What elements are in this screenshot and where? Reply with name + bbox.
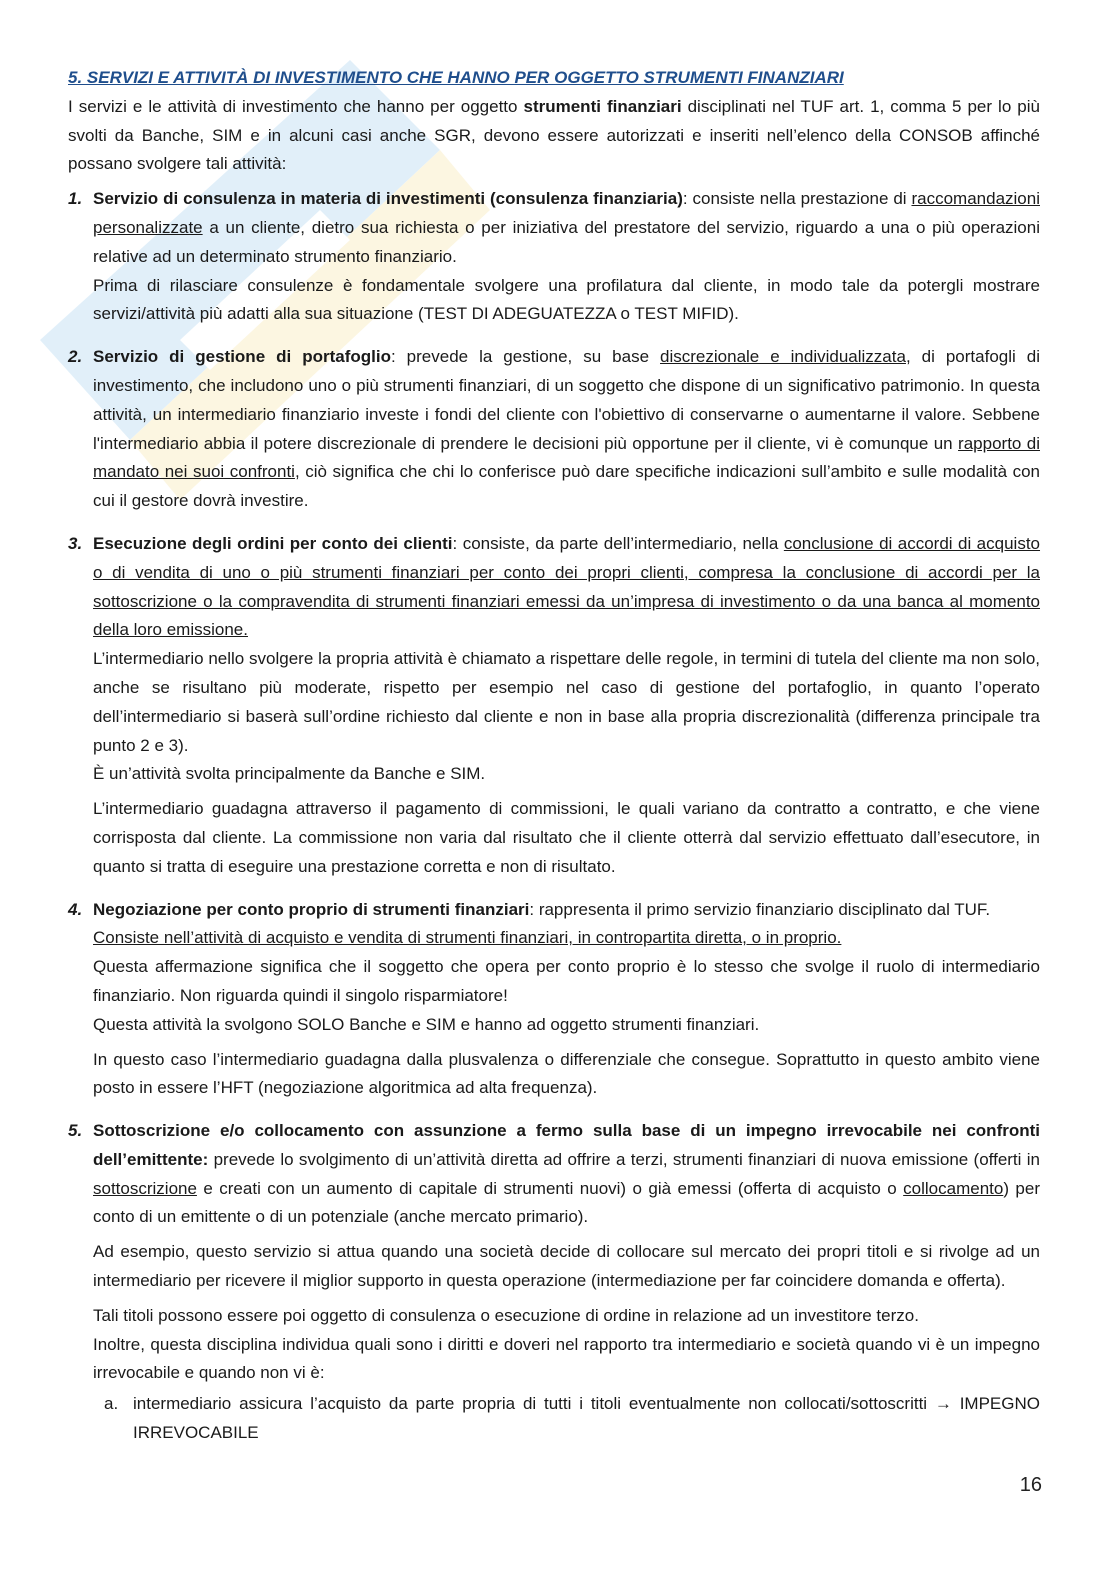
- list-item-3: 3. Esecuzione degli ordini per conto dei clienti: consiste, da parte dell’intermediario, nella conclusione di accordi di acquisto o di vendita di uno o più strumenti finanziari per conto dei propri clienti, compresa la conclusione di accordi per la sottoscrizione o la compravendita di strumenti finanziari emessi da un’impresa di investimento o da una banca al momento della loro emissione. L’intermediario nello svolgere la propria attività è chiamato a rispettare delle regole, in termini di tutela del cliente ma non solo, anche se risultano più moderate, rispetto per esempio nel caso di gestione del portafoglio, in quanto l’operato dell’intermediario si baserà sull’ordine richiesto dal cliente e non in base alla propria discrezionalità (differenza principale tra punto 2 e 3). È un’attività svolta principalmente da Banche e SIM. L’intermediario guadagna attraverso il pagamento di commissioni, le quali variano da contratto a contratto, e che viene corrisposta dal cliente. La commissione non varia dal risultato che il cliente otterrà dal servizio effettuato dall’esecutore, in quanto si tratta di eseguire una prestazione corretta e non di risultato.: [68, 530, 1040, 882]
- list-item-4: 4. Negoziazione per conto proprio di strumenti finanziari: rappresenta il primo servizio finanziario disciplinato dal TUF. Consiste nell’attività di acquisto e vendita di strumenti finanziari, in contropartita diretta, o in proprio. Questa affermazione significa che il soggetto che opera per conto proprio è lo stesso che svolge il ruolo di intermediario finanziario. Non riguarda quindi il singolo risparmiatore! Questa attività la svolgono SOLO Banche e SIM e hanno ad oggetto strumenti finanziari. In questo caso l’intermediario guadagna dalla plusvalenza o differenziale che consegue. Soprattutto in questo ambito viene posto in essere l’HFT (negoziazione algoritmica ad alta frequenza).: [68, 896, 1040, 1104]
- document-page: [68, 64, 1040, 1448]
- item-paragraph: Questa affermazione significa che il soggetto che opera per conto proprio è lo stesso che svolge il ruolo di intermediario finanziario. Non riguarda quindi il singolo risparmiatore!: [93, 957, 1040, 1005]
- list-number: 1.: [68, 189, 83, 209]
- item-paragraph: In questo caso l’intermediario guadagna dalla plusvalenza o differenziale che consegue. Soprattutto in questo ambito viene posto in essere l’HFT (negoziazione algoritmica ad alta frequenza).: [93, 1049, 1040, 1098]
- sub-list-item-a: a. intermediario assicura l’acquisto da parte propria di tutti i titoli eventualmente non collocati/sottoscritti → IMPEGNO IRREVOCABILE: [93, 1390, 1040, 1448]
- section-heading: 5. SERVIZI E ATTIVITÀ DI INVESTIMENTO CHE HANNO PER OGGETTO STRUMENTI FINANZIARI: [68, 68, 844, 87]
- list-item-5: 5. Sottoscrizione e/o collocamento con assunzione a fermo sulla base di un impegno irrevocabile nei confronti dell’emittente: prevede lo svolgimento di un’attività diretta ad offrire a terzi, strumenti finanziari di nuova emissione (offerti in sottoscrizione e creati con un aumento di capitale di strumenti nuovi) o già emessi (offerta di acquisto o collocamento) per conto di un emittente o di un potenziale (anche mercato primario). Ad esempio, questo servizio si attua quando una società decide di collocare sul mercato dei propri titoli e si rivolge ad un intermediario per ricevere il miglior supporto in questa operazione (intermediazione per far coincidere domanda e offerta). Tali titoli possono essere poi oggetto di consulenza o esecuzione di ordine in relazione ad un investitore terzo. Inoltre, questa disciplina individua quali sono i diritti e doveri nel rapporto tra intermediario e società quando vi è un impegno irrevocabile e quando non vi è: a. intermediario assicura l’acquisto da parte propria di tutti i titoli eventualmente non collocati/sottoscritti → IMPEGNO IRREVOCABILE: [68, 1117, 1040, 1448]
- item-paragraph: L’intermediario nello svolgere la propria attività è chiamato a rispettare delle regole, in termini di tutela del cliente ma non solo, anche se risultano più moderate, rispetto per esempio nel caso di gestione del portafoglio, in quanto l’operato dell’intermediario si baserà sull’ordine richiesto dal cliente e non in base alla propria discrezionalità (differenza principale tra punto 2 e 3).: [93, 649, 1040, 755]
- list-number: 4.: [68, 899, 83, 919]
- list-number: 3.: [68, 533, 83, 553]
- item-paragraph: Questa attività la svolgono SOLO Banche e SIM e hanno ad oggetto strumenti finanziari.: [93, 1014, 760, 1034]
- page-number: 16: [1019, 1474, 1042, 1496]
- item-paragraph: Inoltre, questa disciplina individua quali sono i diritti e doveri nel rapporto tra intermediario e società quando vi è un impegno irrevocabile e quando non vi è:: [93, 1334, 1040, 1383]
- item-paragraph: Ad esempio, questo servizio si attua quando una società decide di collocare sul mercato dei propri titoli e si rivolge ad un intermediario per ricevere il miglior supporto in questa operazione (intermediazione per far coincidere domanda e offerta).: [93, 1242, 1040, 1291]
- item-paragraph: Prima di rilasciare consulenze è fondamentale svolgere una profilatura dal cliente, in modo tale da potergli mostrare servizi/attività più adatti alla sua situazione (TEST DI ADEGUATEZZA o TEST MIFID).: [93, 275, 1040, 324]
- list-item-1: 1. Servizio di consulenza in materia di investimenti (consulenza finanziaria): consiste nella prestazione di raccomandazioni personalizzate a un cliente, dietro sua richiesta o per iniziativa del prestatore del servizio, riguardo a una o più operazioni relative ad un determinato strumento finanziario. Prima di rilasciare consulenze è fondamentale svolgere una profilatura dal cliente, in modo tale da potergli mostrare servizi/attività più adatti alla sua situazione (TEST DI ADEGUATEZZA o TEST MIFID).: [68, 185, 1040, 329]
- item-paragraph: È un’attività svolta principalmente da Banche e SIM.: [93, 764, 486, 784]
- sub-list-letter: a.: [104, 1394, 119, 1414]
- list-item-2: 2. Servizio di gestione di portafoglio: prevede la gestione, su base discrezionale e individualizzata, di portafogli di investimento, che includono uno o più strumenti finanziari, di un soggetto che dispone di un significativo patrimonio. In questa attività, un intermediario finanziario investe i fondi del cliente con l'obiettivo di conservarne o aumentarne il valore. Sebbene l'intermediario abbia il potere discrezionale di prendere le decisioni più opportune per il cliente, vi è comunque un rapporto di mandato nei suoi confronti, ciò significa che chi lo conferisce può dare specifiche indicazioni sull’ambito e sulle modalità con cui il gestore dovrà investire.: [68, 343, 1040, 516]
- list-number: 2.: [68, 347, 83, 367]
- list-number: 5.: [68, 1121, 83, 1141]
- item-paragraph: L’intermediario guadagna attraverso il pagamento di commissioni, le quali variano da contratto a contratto, e che viene corrisposta dal cliente. La commissione non varia dal risultato che il cliente otterrà dal servizio effettuato dall’esecutore, in quanto si tratta di eseguire una prestazione corretta e non di risultato.: [93, 799, 1040, 876]
- intro-paragraph: I servizi e le attività di investimento che hanno per oggetto strumenti finanziari disciplinati nel TUF art. 1, comma 5 per lo più svolti da Banche, SIM e in alcuni casi anche SGR, devono essere autorizzati e inseriti nell’elenco della CONSOB affinché possano svolgere tali attività:: [68, 96, 1040, 174]
- item-paragraph: Tali titoli possono essere poi oggetto di consulenza o esecuzione di ordine in relazione ad un investitore terzo.: [93, 1305, 919, 1325]
